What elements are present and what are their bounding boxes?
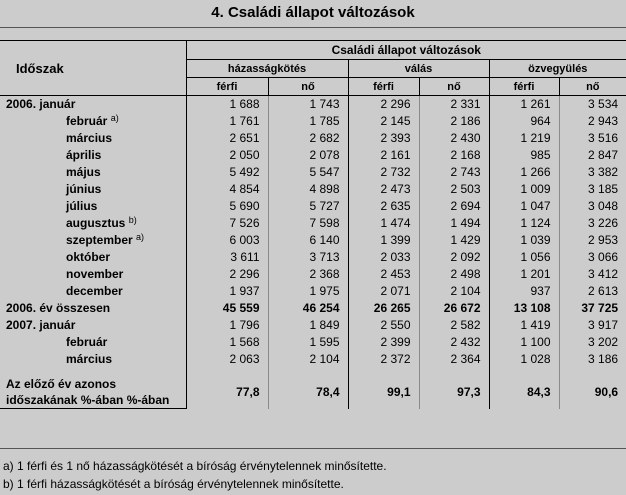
table-body [0,96,626,409]
table-cell: 1 399 [348,232,419,249]
group-header-marriage: házasságkötés [186,60,348,78]
table-cell: 1 796 [186,317,268,334]
table-cell: 1 219 [489,130,559,147]
subheader-male: férfi [186,78,268,96]
table-cell: 2 503 [419,181,489,198]
row-label-text: október [66,250,111,264]
table-cell: 2 033 [348,249,419,266]
table-cell: 1 743 [268,96,348,114]
table-row [0,334,626,351]
table-cell: 6 003 [186,232,268,249]
comparison-cell: 90,6 [559,376,626,409]
row-label [0,266,186,283]
table-cell: 3 186 [559,351,626,368]
subheader-female: nő [419,78,489,96]
footnote-marker: b) [128,215,137,225]
table-cell: 7 526 [186,215,268,232]
table-cell: 2 613 [559,283,626,300]
table-cell: 1 474 [348,215,419,232]
table-cell: 37 725 [559,300,626,317]
table-cell: 1 761 [186,113,268,130]
footnote-divider [0,448,626,449]
row-label-text: augusztus [66,216,126,230]
comparison-label: Az előző év azonos [6,377,117,391]
table-cell: 5 690 [186,198,268,215]
table-cell: 46 254 [268,300,348,317]
table-cell: 1 124 [489,215,559,232]
table-cell: 3 382 [559,164,626,181]
row-label [0,334,186,351]
spacer-cell [559,368,626,376]
row-label [0,147,186,164]
table-header [0,41,626,96]
table-cell: 2 161 [348,147,419,164]
row-label [0,232,186,249]
table-cell: 2 682 [268,130,348,147]
table-row [0,266,626,283]
row-label-text: július [66,199,98,213]
table-cell: 1 785 [268,113,348,130]
comparison-cell: 99,1 [348,376,419,409]
subheader-female: nő [559,78,626,96]
comparison-cell: 97,3 [419,376,489,409]
spacer-cell [419,368,489,376]
table-cell: 3 713 [268,249,348,266]
table-cell: 964 [489,113,559,130]
title-divider [0,27,626,28]
row-label-text: december [66,284,123,298]
table-cell: 2 943 [559,113,626,130]
row-label-text: 2006. január [6,97,76,111]
row-label-text: 2007. január [6,318,76,332]
group-header-widowhood: özvegyülés [489,60,626,78]
table-row [0,232,626,249]
subheader-female: nő [268,78,348,96]
row-label-text: március [66,131,113,145]
table-row [0,181,626,198]
row-label-text: február [66,114,108,128]
table-cell: 1 266 [489,164,559,181]
table-cell: 1 100 [489,334,559,351]
subheader-male: férfi [489,78,559,96]
table-cell: 2 331 [419,96,489,114]
row-label-text: február [66,335,108,349]
table-cell: 2 296 [348,96,419,114]
table-cell: 3 066 [559,249,626,266]
table-row [0,130,626,147]
comparison-label: időszakának %-ában %-ában [0,392,186,409]
table-cell: 2 104 [268,351,348,368]
table-cell: 1 494 [419,215,489,232]
spacer-cell [489,368,559,376]
table-cell: 4 898 [268,181,348,198]
table-row [0,317,626,334]
table-cell: 1 975 [268,283,348,300]
table-cell: 2 694 [419,198,489,215]
subheader-male: férfi [348,78,419,96]
table-cell: 5 547 [268,164,348,181]
table-cell: 13 108 [489,300,559,317]
table-cell: 3 516 [559,130,626,147]
footnote-marker: a) [136,232,145,242]
row-label [0,96,186,114]
table-row [0,198,626,215]
table-cell: 2 296 [186,266,268,283]
row-label [0,164,186,181]
row-label-text: 2006. év összesen [6,301,111,315]
table-cell: 1 688 [186,96,268,114]
table-row [0,164,626,181]
table-cell: 6 140 [268,232,348,249]
table-cell: 2 078 [268,147,348,164]
table-cell: 2 368 [268,266,348,283]
row-label [0,113,186,130]
table-cell: 2 453 [348,266,419,283]
table-cell: 1 419 [489,317,559,334]
comparison-cell: 78,4 [268,376,348,409]
table-cell: 3 226 [559,215,626,232]
table-cell: 2 550 [348,317,419,334]
table-cell: 1 849 [268,317,348,334]
table-cell: 2 432 [419,334,489,351]
table-cell: 2 953 [559,232,626,249]
row-label [0,249,186,266]
table-cell: 2 430 [419,130,489,147]
table-cell: 1 047 [489,198,559,215]
table-cell: 4 854 [186,181,268,198]
table-cell: 1 568 [186,334,268,351]
period-header: Időszak [0,41,186,96]
table-row [0,283,626,300]
comparison-cell: 77,8 [186,376,268,409]
footnote-b: b) 1 férfi házasságkötését a bíróság érvénytelennek minősítette. [3,477,344,491]
table-cell: 2 364 [419,351,489,368]
table-cell: 3 611 [186,249,268,266]
table-cell: 2 071 [348,283,419,300]
row-label [0,351,186,368]
spacer-row [0,368,626,376]
table-cell: 2 186 [419,113,489,130]
table-row [0,147,626,164]
row-label-text: június [66,182,102,196]
row-label [0,181,186,198]
table-cell: 2 372 [348,351,419,368]
table-cell: 2 050 [186,147,268,164]
marital-status-table [0,40,626,409]
row-label [0,198,186,215]
footnote-marker: a) [110,113,119,123]
table-row [0,351,626,368]
table-cell: 5 492 [186,164,268,181]
table-cell: 1 056 [489,249,559,266]
table-cell: 937 [489,283,559,300]
table-cell: 2 145 [348,113,419,130]
spacer-cell [0,368,186,376]
table-cell: 2 651 [186,130,268,147]
page-title: 4. Családi állapot változások [211,4,415,21]
table-cell: 2 732 [348,164,419,181]
table-cell: 985 [489,147,559,164]
row-label-text: április [66,148,102,162]
table-cell: 7 598 [268,215,348,232]
table-row [0,249,626,266]
row-label-text: május [66,165,101,179]
row-label [0,130,186,147]
comparison-row [0,376,626,392]
spacer-cell [186,368,268,376]
table-cell: 2 092 [419,249,489,266]
table-row [0,113,626,130]
table-cell: 2 399 [348,334,419,351]
footnote-a: a) 1 férfi és 1 nő házasságkötését a bíróság érvénytelennek minősítette. [3,459,387,473]
row-label-text: november [66,267,124,281]
table-cell: 1 039 [489,232,559,249]
table-row [0,215,626,232]
table-cell: 3 048 [559,198,626,215]
table-cell: 2 743 [419,164,489,181]
table-cell: 26 672 [419,300,489,317]
table-cell: 2 393 [348,130,419,147]
row-label [0,215,186,232]
table-cell: 3 917 [559,317,626,334]
table-cell: 1 201 [489,266,559,283]
table-cell: 2 847 [559,147,626,164]
main-header: Családi állapot változások [186,41,626,60]
row-label-text: szeptember [66,233,133,247]
table-cell: 2 168 [419,147,489,164]
row-label [0,300,186,317]
table-row [0,300,626,317]
table-cell: 2 104 [419,283,489,300]
group-header-divorce: válás [348,60,489,78]
row-label-text: március [66,352,113,366]
table-cell: 2 063 [186,351,268,368]
table-cell: 5 727 [268,198,348,215]
table-cell: 1 937 [186,283,268,300]
spacer-cell [348,368,419,376]
table-cell: 1 429 [419,232,489,249]
table-cell: 45 559 [186,300,268,317]
row-label [0,317,186,334]
comparison-cell: 84,3 [489,376,559,409]
spacer-cell [268,368,348,376]
table-cell: 1 595 [268,334,348,351]
table-cell: 1 009 [489,181,559,198]
table-cell: 3 185 [559,181,626,198]
row-label [0,283,186,300]
table-cell: 2 635 [348,198,419,215]
table-cell: 3 202 [559,334,626,351]
table-cell: 2 498 [419,266,489,283]
table-row [0,96,626,114]
table-cell: 2 473 [348,181,419,198]
table-cell: 3 534 [559,96,626,114]
table-cell: 1 261 [489,96,559,114]
table-cell: 2 582 [419,317,489,334]
table-cell: 26 265 [348,300,419,317]
table-cell: 1 028 [489,351,559,368]
table-cell: 3 412 [559,266,626,283]
